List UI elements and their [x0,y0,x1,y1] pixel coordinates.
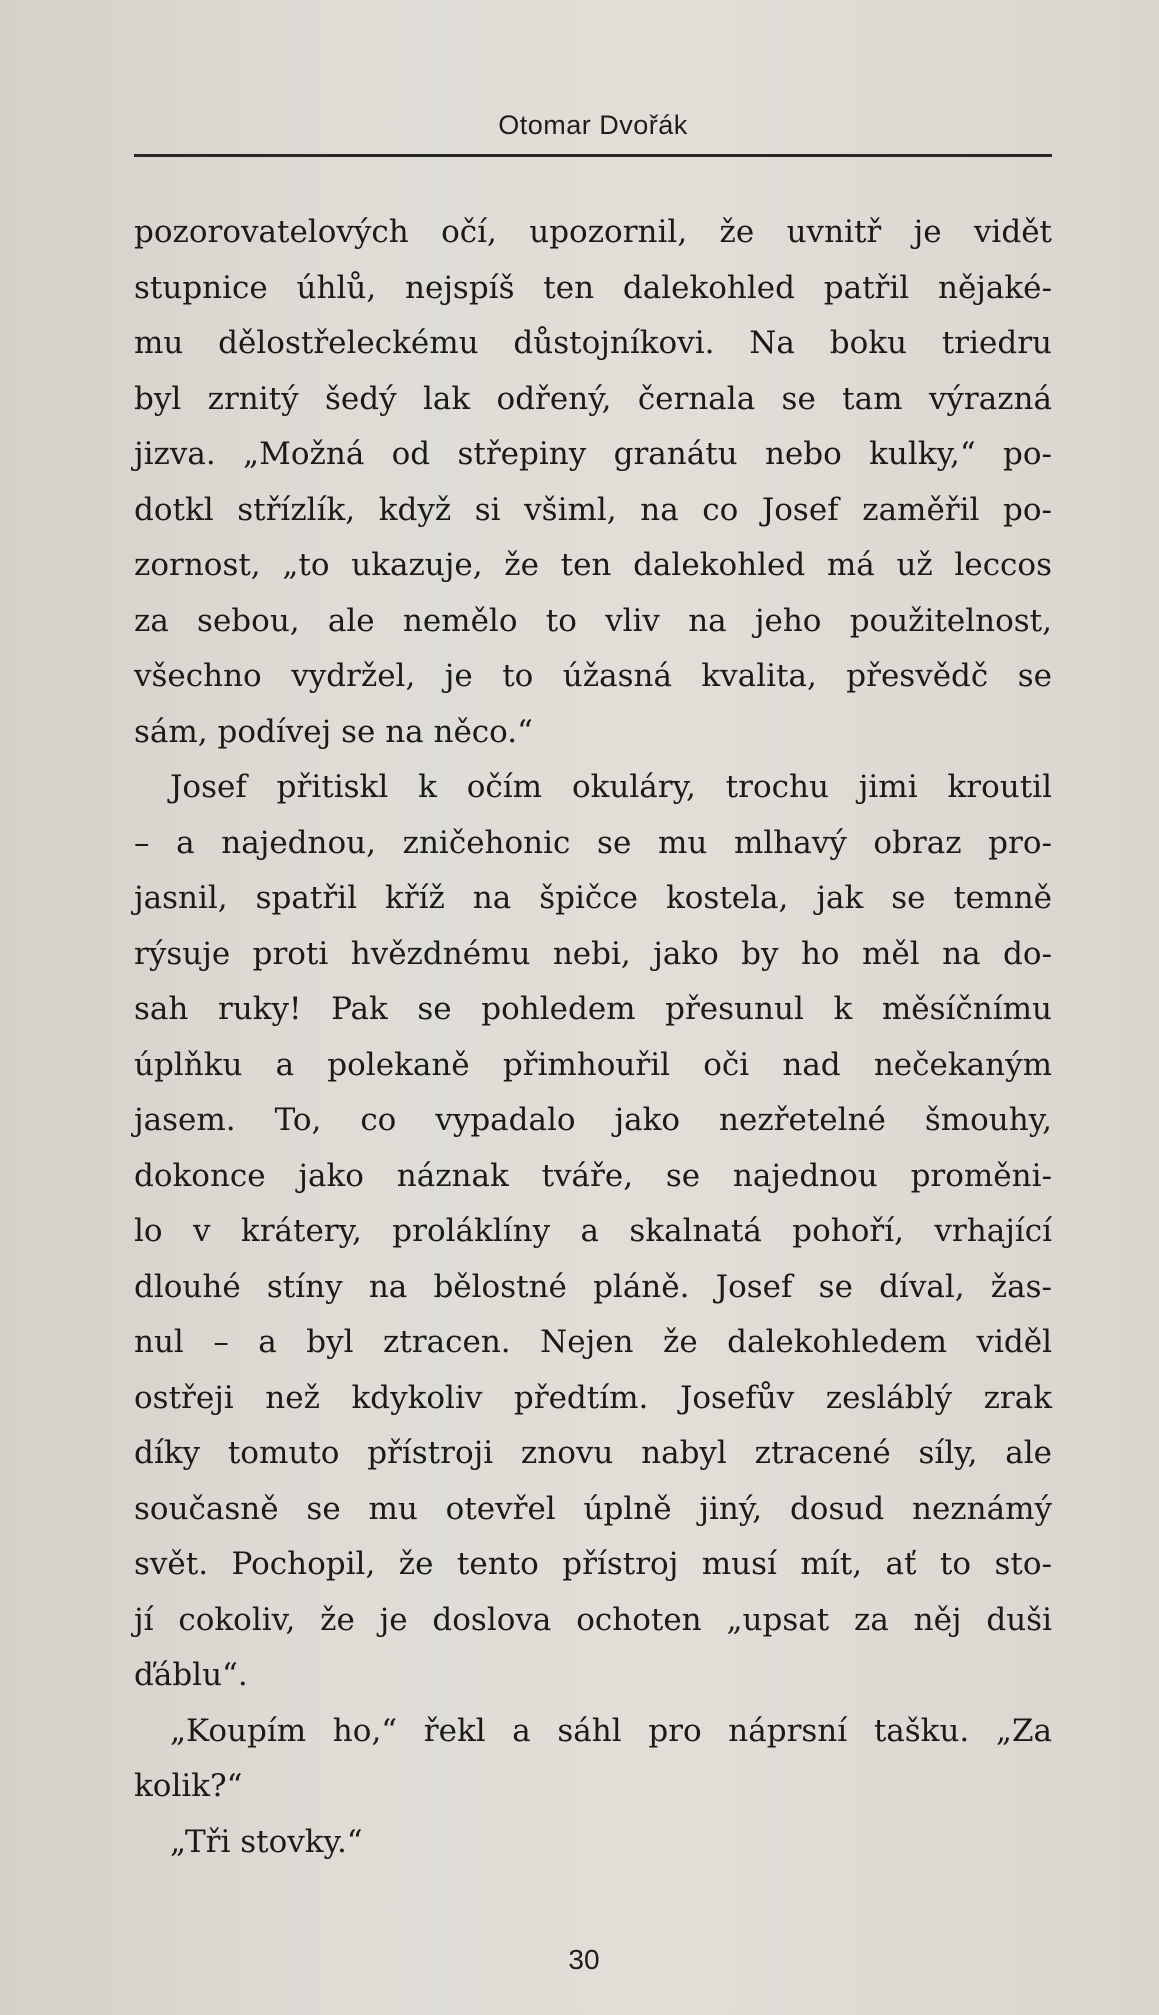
running-head-author: Otomar Dvořák [498,110,688,140]
text-line: úplňku a polekaně přimhouřil oči nad nečekaným [134,1046,1052,1083]
text-line: jasem. To, co vypadalo jako nezřetelné šmouhy, [134,1102,1052,1138]
page-number: 30 [568,1944,600,1975]
text-line: svět. Pochopil, že tento přístroj musí mít, ať to sto- [134,1546,1052,1582]
text-line: dokonce jako náznak tváře, se najednou proměni- [134,1157,1052,1194]
text-line: sám, podívej se na něco.“ [134,713,533,750]
text-line: současně se mu otevřel úplně jiný, dosud neznámý [134,1490,1052,1527]
text-line: dlouhé stíny na bělostné pláně. Josef se díval, žas- [134,1268,1052,1305]
text-line: jasnil, spatřil kříž na špičce kostela, jak se temně [134,880,1052,916]
text-line: mu dělostřeleckému důstojníkovi. Na boku triedru [134,325,1052,361]
text-line: za sebou, ale nemělo to vliv na jeho použitelnost, [134,602,1052,639]
text-line: zornost, „to ukazuje, že ten dalekohled má už leccos [134,547,1052,583]
text-line: dotkl střízlík, když si všiml, na co Josef zaměřil po- [134,491,1052,528]
text-line: nul – a byl ztracen. Nejen že dalekohledem viděl [134,1324,1052,1360]
text-line: Josef přitiskl k očím okuláry, trochu jimi kroutil [170,769,1052,805]
header-rule [134,154,1052,157]
text-line: kolik?“ [134,1768,243,1804]
text-line: – a najednou, zničehonic se mu mlhavý obraz pro- [134,824,1052,861]
text-line: lo v krátery, proláklíny a skalnatá pohoří, vrhající [134,1213,1052,1249]
text-line: „Tři stovky.“ [170,1823,363,1860]
text-line: stupnice úhlů, nejspíš ten dalekohled patřil nějaké- [134,269,1052,306]
text-line: jí cokoliv, že je doslova ochoten „upsat za něj duši [134,1601,1052,1638]
body-text [134,205,1052,1870]
text-line: ďáblu“. [134,1657,248,1693]
text-line: byl zrnitý šedý lak odřený, černala se tam výrazná [134,380,1052,417]
text-line: jizva. „Možná od střepiny granátu nebo kulky,“ po- [134,436,1052,472]
text-line: rýsuje proti hvězdnému nebi, jako by ho měl na do- [134,935,1052,972]
text-line: pozorovatelových očí, upozornil, že uvnitř je vidět [134,214,1052,250]
text-line: všechno vydržel, je to úžasná kvalita, přesvědč se [134,658,1052,694]
text-line: „Koupím ho,“ řekl a sáhl pro náprsní tašku. „Za [170,1712,1052,1749]
text-line: sah ruky! Pak se pohledem přesunul k měsíčnímu [134,991,1052,1027]
text-line: ostřeji než kdykoliv předtím. Josefův zesláblý zrak [134,1379,1052,1416]
text-line: díky tomuto přístroji znovu nabyl ztracené síly, ale [134,1435,1052,1471]
